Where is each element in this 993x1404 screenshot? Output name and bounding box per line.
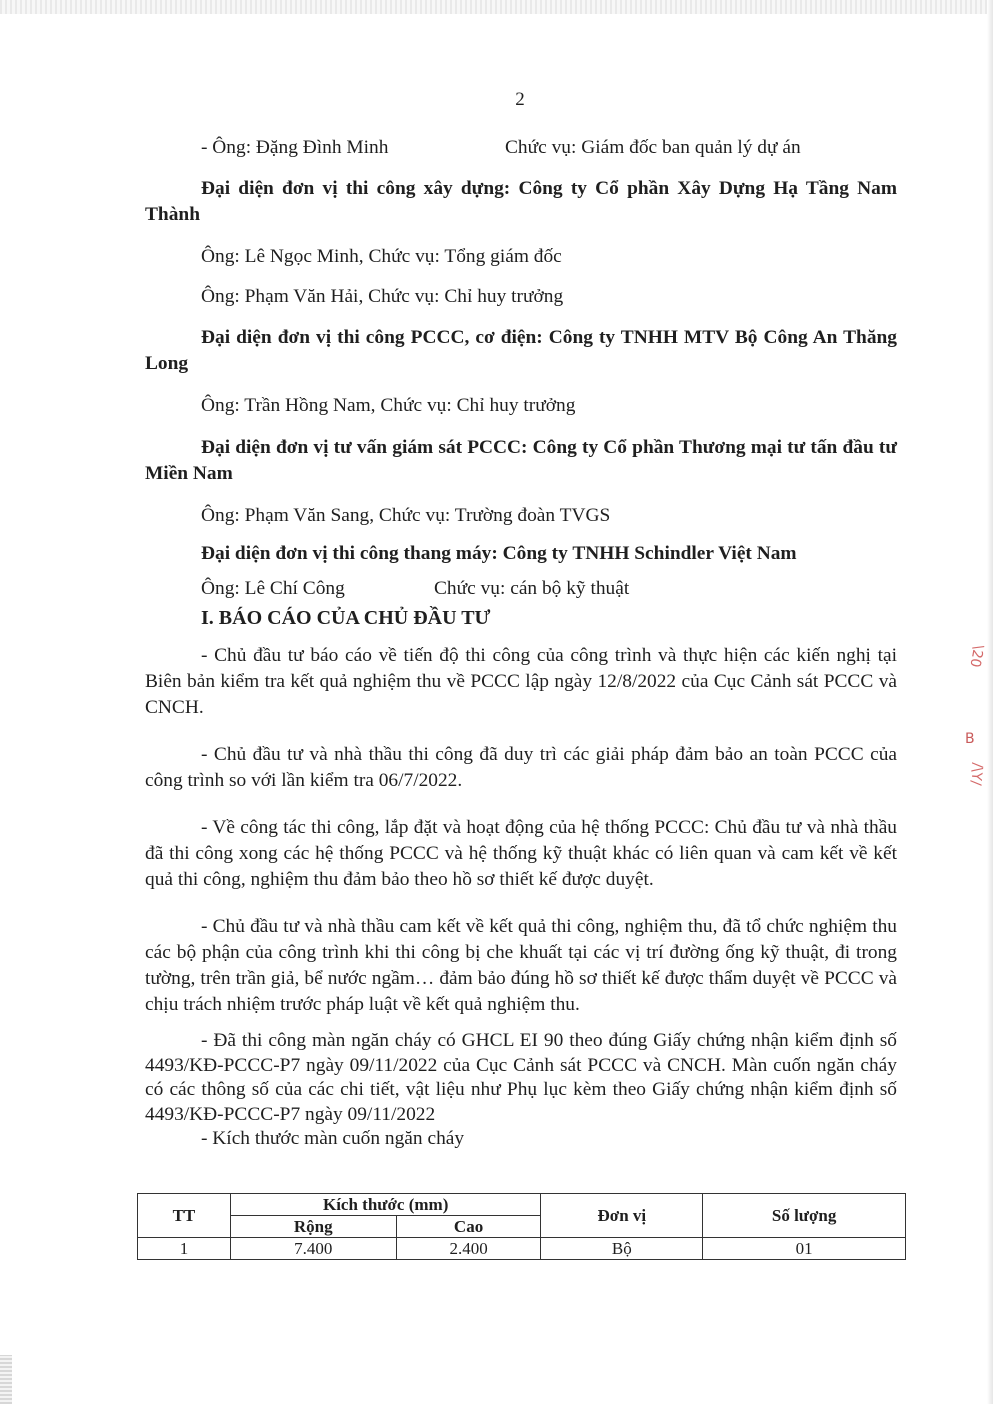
report-paragraph-4: - Chủ đầu tư và nhà thầu cam kết về kết quả thi công, nghiệm thu, đã tổ chức nghiệm thu các bộ phận của công trình khi thi công bị che khuất tại các vị trí đường ống kỹ thuật, đi trong tường, trên trần giả, bể nước ngầm… đảm bảo đúng hồ sơ thiết kế được thẩm duyệt về PCCC và chịu trách nhiệm trước pháp luật về kết quả nghiệm thu. <box>145 916 897 1015</box>
report-paragraph-5: - Đã thi công màn ngăn cháy có GHCL EI 90 theo đúng Giấy chứng nhận kiểm định số 4493/KĐ-PCCC-P7 ngày 09/11/2022 của Cục Cảnh sát PCCC và CNCH. Màn cuốn ngăn cháy có các thông số của các chi tiết, vật liệu như Phụ lục kèm theo Giấy chứng nhận kiểm định số 4493/KĐ-PCCC-P7 ngày 09/11/2022 <box>145 1030 897 1125</box>
consult-rep-1: Ông: Phạm Văn Sang, Chức vụ: Trường đoàn TVGS <box>201 505 611 526</box>
elevator-rep-name: Ông: Lê Chí Công <box>201 578 345 599</box>
table-header-qty: Số lượng <box>703 1194 906 1238</box>
cell-unit: Bộ <box>541 1238 703 1260</box>
cell-width: 7.400 <box>230 1238 396 1260</box>
rep-investor-role: Chức vụ: Giám đốc ban quản lý dự án <box>505 137 801 158</box>
table-header-size: Kích thước (mm) <box>230 1194 541 1216</box>
scan-top-edge <box>0 0 993 14</box>
elevator-rep-role: Chức vụ: cán bộ kỹ thuật <box>434 578 630 599</box>
page-number: 2 <box>515 89 525 110</box>
cell-qty: 01 <box>703 1238 906 1260</box>
table-row <box>138 1238 906 1260</box>
rep-investor-name: - Ông: Đặng Đình Minh <box>201 137 389 158</box>
roller-shutter-size-table <box>137 1193 906 1260</box>
elevator-heading: Đại diện đơn vị thi công thang máy: Công ty TNHH Schindler Việt Nam <box>201 543 797 564</box>
pccc-heading: Đại diện đơn vị thi công PCCC, cơ điện: Công ty TNHH MTV Bộ Công An Thăng Long <box>145 327 897 374</box>
construction-rep-1: Ông: Lê Ngọc Minh, Chức vụ: Tổng giám đốc <box>201 246 562 267</box>
margin-handwriting-3: /\Y/ <box>967 761 986 787</box>
margin-handwriting-1: \20 <box>966 643 987 669</box>
document-body <box>145 135 897 1151</box>
table-header-tt: TT <box>138 1194 231 1238</box>
section-title: I. BÁO CÁO CỦA CHỦ ĐẦU TƯ <box>201 607 491 629</box>
report-paragraph-3: - Về công tác thi công, lắp đặt và hoạt động của hệ thống PCCC: Chủ đầu tư và nhà thầu đã thi công xong các hệ thống PCCC và hệ thống kỹ thuật khác có liên quan và cam kết về kết quả thi công, nghiệm thu đảm bảo theo hồ sơ thiết kế được duyệt. <box>145 817 897 890</box>
table-header-height: Cao <box>396 1216 541 1238</box>
elevator-rep-row <box>145 576 897 602</box>
cell-tt: 1 <box>138 1238 231 1260</box>
construction-heading: Đại diện đơn vị thi công xây dựng: Công ty Cổ phần Xây Dựng Hạ Tầng Nam Thành <box>145 178 897 225</box>
margin-handwriting-2: B <box>965 731 975 747</box>
scan-left-mark <box>0 1355 12 1404</box>
report-paragraph-2: - Chủ đầu tư và nhà thầu thi công đã duy trì các giải pháp đảm bảo an toàn PCCC của công trình so với lần kiểm tra 06/7/2022. <box>145 744 897 791</box>
construction-rep-2: Ông: Phạm Văn Hải, Chức vụ: Chỉ huy trưởng <box>201 286 564 307</box>
pccc-rep-1: Ông: Trần Hồng Nam, Chức vụ: Chỉ huy trưởng <box>201 395 576 416</box>
report-paragraph-6: - Kích thước màn cuốn ngăn cháy <box>201 1128 465 1149</box>
cell-height: 2.400 <box>396 1238 541 1260</box>
scan-right-edge <box>987 0 993 1404</box>
table-header-width: Rộng <box>230 1216 396 1238</box>
table-header-unit: Đơn vị <box>541 1194 703 1238</box>
report-paragraph-1: - Chủ đầu tư báo cáo về tiến độ thi công của công trình và thực hiện các kiến nghị tại Biên bản kiểm tra kết quả nghiệm thu về PCCC lập ngày 12/8/2022 của Cục Cảnh sát PCCC và CNCH. <box>145 645 897 718</box>
consult-heading: Đại diện đơn vị tư vấn giám sát PCCC: Công ty Cổ phần Thương mại tư tấn đầu tư Miền Nam <box>145 437 897 484</box>
rep-investor-row <box>145 135 897 161</box>
